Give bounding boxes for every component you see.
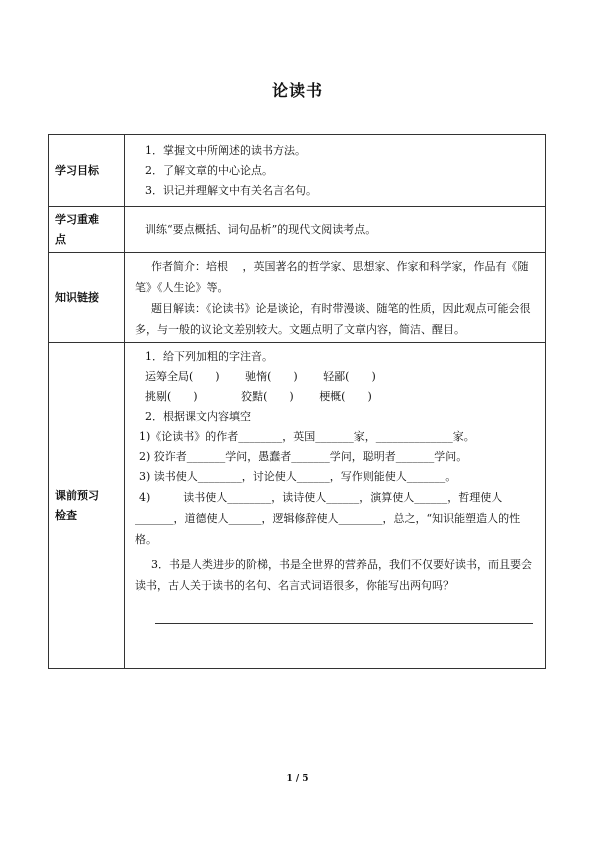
pinyin-row xyxy=(135,387,537,407)
pinyin-item: 运筹全局( ) xyxy=(145,370,220,383)
fill-blank-2: 2) 狡诈者_______学问，愚蠢者_______学问，聪明者_______学问。 xyxy=(139,450,468,463)
question-2-title: 2．根据课文内容填空 xyxy=(145,410,251,423)
author-intro: 作者简介：培根 ，英国著名的哲学家、思想家、作家和科学家，作品有《随笔》《人生论》等。 xyxy=(135,259,529,294)
answer-line[interactable] xyxy=(155,622,533,624)
page-number: 1 / 5 xyxy=(286,774,309,784)
goal-item: 3．识记并理解文中有关名言名句。 xyxy=(145,183,317,197)
pinyin-item: 轻鄙( ) xyxy=(323,370,376,383)
pinyin-item: 梗概( ) xyxy=(319,390,372,403)
label-key-points-line2: 点 xyxy=(55,232,66,246)
fill-blank-3: 3) 读书使人________，讨论使人______，写作则能使人_______。 xyxy=(139,470,457,483)
goal-item: 2．了解文章的中心论点。 xyxy=(145,163,273,177)
row-goals xyxy=(49,135,546,207)
pinyin-item: 狡黠( ) xyxy=(241,390,294,403)
row-preview xyxy=(49,343,546,669)
fill-blank-1: 1)《论读书》的作者________，英国_______家，______________家。 xyxy=(139,430,475,443)
label-preview xyxy=(49,343,125,669)
key-points-text: 训练“要点概括、词句品析”的现代文阅读考点。 xyxy=(145,222,377,236)
pinyin-row xyxy=(135,367,537,387)
label-knowledge: 知识链接 xyxy=(49,253,125,343)
pinyin-item: 驰惰( ) xyxy=(245,370,298,383)
label-preview-line1: 课前预习 xyxy=(55,488,99,502)
question-1-title: 1．给下列加粗的字注音。 xyxy=(145,350,273,363)
pinyin-item: 挑剔( ) xyxy=(145,390,198,403)
label-key-points xyxy=(49,207,125,253)
row-knowledge xyxy=(49,253,546,343)
preview-content xyxy=(125,343,546,669)
key-points-content xyxy=(125,207,546,253)
goal-item: 1．掌握文中所阐述的读书方法。 xyxy=(145,143,306,157)
question-3: 3．书是人类进步的阶梯，书是全世界的营养品，我们不仅要好读书，而且要会读书，古人关于读书的名句、名言式词语很多，你能写出两句吗？ xyxy=(135,558,532,592)
label-key-points-line1: 学习重难 xyxy=(55,212,99,226)
study-table xyxy=(48,134,546,669)
fill-blank-4: 4) 读书使人________，读诗使人______，演算使人______，哲理使人_______，道德使人______，逻辑修辞使人________，总之，“知识能塑造人的性格。 xyxy=(135,491,521,546)
goals-content xyxy=(125,135,546,207)
knowledge-content xyxy=(125,253,546,343)
row-key-points xyxy=(49,207,546,253)
topic-intro: 题目解读：《论读书》论是谈论，有时带漫谈、随笔的性质，因此观点可能会很多，与一般的议论文差别较大。文题点明了文章内容，简洁、醒目。 xyxy=(135,301,531,336)
label-goals: 学习目标 xyxy=(49,135,125,207)
label-preview-line2: 检查 xyxy=(55,508,77,522)
document-title: 论读书 xyxy=(271,81,323,100)
